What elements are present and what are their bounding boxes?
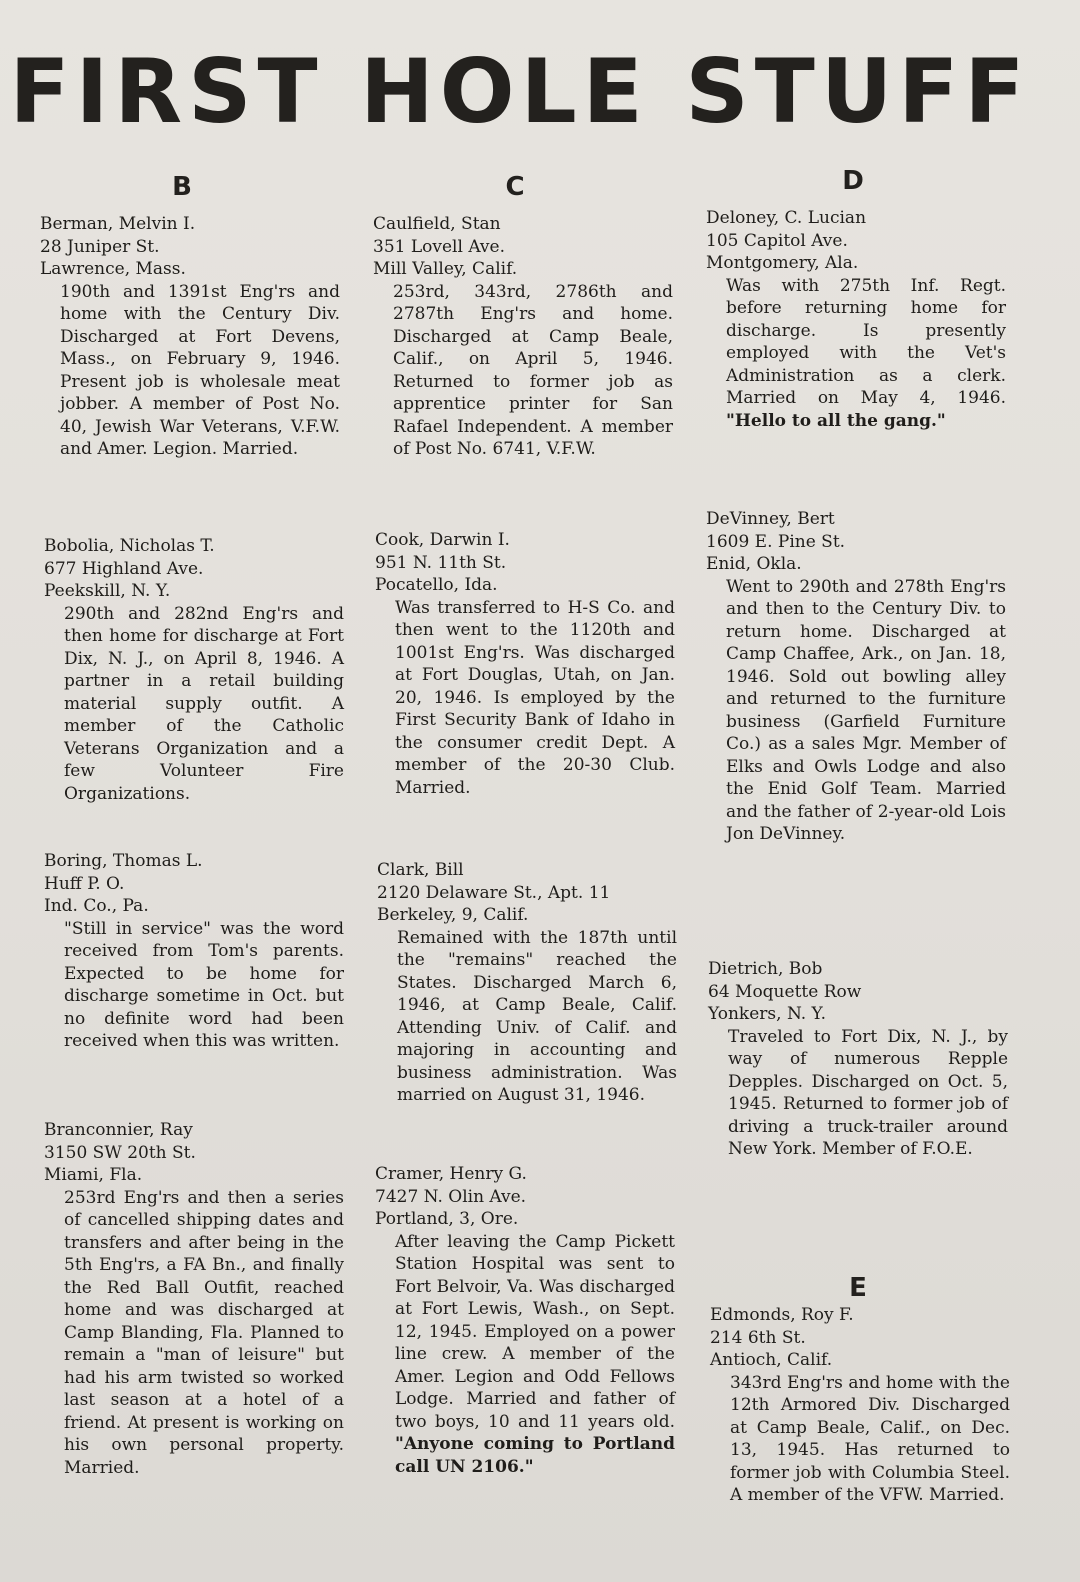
entry-street: Huff P. O. <box>44 873 125 894</box>
entry-street: 1609 E. Pine St. <box>706 531 846 552</box>
entry-name: Edmonds, Roy F. <box>710 1305 854 1325</box>
entry-name: Bobolia, Nicholas T. <box>44 536 215 556</box>
entry-body: "Still in service" was the word received from Tom's parents. Expected to be home for discharge sometime in Oct. but no definite word had been received when this was written. <box>64 918 344 1051</box>
entry-body: Remained with the 187th until the "remains" reached the States. Discharged March 6, 1946, at Camp Beale, Calif. Attending Univ. of Calif. and majoring in accounting and business administration. Was married on August 31, 1946. <box>397 927 677 1105</box>
entry-city: Pocatello, Ida. <box>375 575 498 595</box>
entry-street: 351 Lovell Ave. <box>373 236 505 257</box>
entry-street: 2120 Delaware St., Apt. 11 <box>377 882 611 903</box>
entry-name: Branconnier, Ray <box>44 1120 193 1140</box>
entry-city: Miami, Fla. <box>44 1165 143 1185</box>
entry-street: 677 Highland Ave. <box>44 558 204 579</box>
entry-body: 190th and 1391st Eng'rs and home with the Century Div. Discharged at Fort Devens, Mass., on February 9, 1946. Present job is wholesale meat jobber. A member of Post No. 40, Jewish War Veterans, V.F.W. and Amer. Legion. Married. <box>60 281 340 459</box>
entry-name: DeVinney, Bert <box>706 509 835 529</box>
page-title: FIRST HOLE STUFF <box>9 40 1031 143</box>
entry-branconnier <box>44 1119 344 1479</box>
entry-city: Berkeley, 9, Calif. <box>377 905 529 925</box>
entry-body: 253rd Eng'rs and then a series of cancelled shipping dates and transfers and after being in the 5th Eng'rs, a FA Bn., and finally the Red Ball Outfit, reached home and was discharged at Camp Blanding, Fla. Planned to remain a "man of leisure" but had his arm twisted so worked last season at a hotel of a friend. At present is working on his own personal property. Married. <box>64 1187 344 1478</box>
entry-name: Cramer, Henry G. <box>375 1164 527 1184</box>
entry-bobolia <box>44 535 344 805</box>
entry-body-wrap <box>395 1231 675 1479</box>
entry-city: Antioch, Calif. <box>710 1350 833 1370</box>
entry-city: Mill Valley, Calif. <box>373 259 518 279</box>
entry-city: Yonkers, N. Y. <box>708 1004 826 1024</box>
entry-name: Berman, Melvin I. <box>40 214 196 234</box>
entry-name: Clark, Bill <box>377 860 464 880</box>
entry-edmonds <box>710 1304 1010 1507</box>
entry-body: 343rd Eng'rs and home with the 12th Armored Div. Discharged at Camp Beale, Calif., on Dec. 13, 1945. Has returned to former job with Columbia Steel. A member of the VFW. Married. <box>730 1372 1010 1505</box>
entry-name: Dietrich, Bob <box>708 959 823 979</box>
section-letter-c: C <box>505 172 525 202</box>
entry-street: 3150 SW 20th St. <box>44 1142 196 1163</box>
entry-caulfield <box>373 213 673 461</box>
entry-cook <box>375 529 675 799</box>
entry-street: 64 Moquette Row <box>708 981 862 1002</box>
entry-city: Portland, 3, Ore. <box>375 1209 519 1229</box>
entry-street: 7427 N. Olin Ave. <box>375 1186 527 1207</box>
entry-name: Deloney, C. Lucian <box>706 208 867 228</box>
entry-name: Cook, Darwin I. <box>375 530 510 550</box>
entry-body: 253rd, 343rd, 2786th and 2787th Eng'rs and home. Discharged at Camp Beale, Calif., on April 5, 1946. Returned to former job as apprentice printer for San Rafael Independent. A member of Post No. 6741, V.F.W. <box>393 281 673 459</box>
section-letter-b: B <box>172 172 192 202</box>
entry-boring <box>44 850 344 1053</box>
entry-body: After leaving the Camp Pickett Station Hospital was sent to Fort Belvoir, Va. Was discharged at Fort Lewis, Wash., on Sept. 12, 1945. Employed on a power line crew. A member of the Amer. Legion and Odd Fellows Lodge. Married and father of two boys, 10 and 11 years old. <box>395 1231 675 1432</box>
entry-body: 290th and 282nd Eng'rs and then home for discharge at Fort Dix, N. J., on April 8, 1946. A partner in a retail building material supply outfit. A member of the Catholic Veterans Organization and a few Volunteer Fire Organizations. <box>64 603 344 804</box>
entry-dietrich <box>708 958 1008 1161</box>
entry-city: Peekskill, N. Y. <box>44 581 171 601</box>
entry-body: Was with 275th Inf. Regt. before returning home for discharge. Is presently employed with the Vet's Administration as a clerk. Married on May 4, 1946. <box>726 275 1006 408</box>
entry-deloney <box>706 207 1006 432</box>
entry-clark <box>377 859 677 1107</box>
entry-name: Caulfield, Stan <box>373 214 501 234</box>
entry-body: Was transferred to H-S Co. and then went to the 1120th and 1001st Eng'rs. Was discharged at Fort Douglas, Utah, on Jan. 20, 1946. Is employed by the First Security Bank of Idaho in the consumer credit Dept. A member of the 20-30 Club. Married. <box>395 597 675 798</box>
section-letter-e: E <box>849 1273 867 1303</box>
entry-quote: "Hello to all the gang." <box>726 410 946 431</box>
entry-street: 105 Capitol Ave. <box>706 230 848 251</box>
entry-berman <box>40 213 340 461</box>
entry-city: Montgomery, Ala. <box>706 253 859 273</box>
entry-devinney <box>706 508 1006 846</box>
entry-street: 214 6th St. <box>710 1327 806 1348</box>
entry-quote: "Anyone coming to Portland call UN 2106." <box>395 1434 675 1477</box>
section-letter-d: D <box>842 166 864 196</box>
entry-city: Lawrence, Mass. <box>40 259 186 279</box>
entry-body: Traveled to Fort Dix, N. J., by way of numerous Repple Depples. Discharged on Oct. 5, 1945. Returned to former job of driving a truck-trailer around New York. Member of F.O.E. <box>728 1026 1008 1159</box>
entry-city: Ind. Co., Pa. <box>44 896 149 916</box>
entry-street: 951 N. 11th St. <box>375 552 507 573</box>
entry-street: 28 Juniper St. <box>40 236 160 257</box>
entry-cramer <box>375 1163 675 1478</box>
entry-body-wrap <box>726 275 1006 433</box>
entry-city: Enid, Okla. <box>706 554 802 574</box>
entry-body: Went to 290th and 278th Eng'rs and then to the Century Div. to return home. Discharged at Camp Chaffee, Ark., on Jan. 18, 1946. Sold out bowling alley and returned to the furniture business (Garfield Furniture Co.) as a sales Mgr. Member of Elks and Owls Lodge and also the Enid Golf Team. Married and the father of 2-year-old Lois Jon DeVinney. <box>726 576 1006 844</box>
entry-name: Boring, Thomas L. <box>44 851 203 871</box>
